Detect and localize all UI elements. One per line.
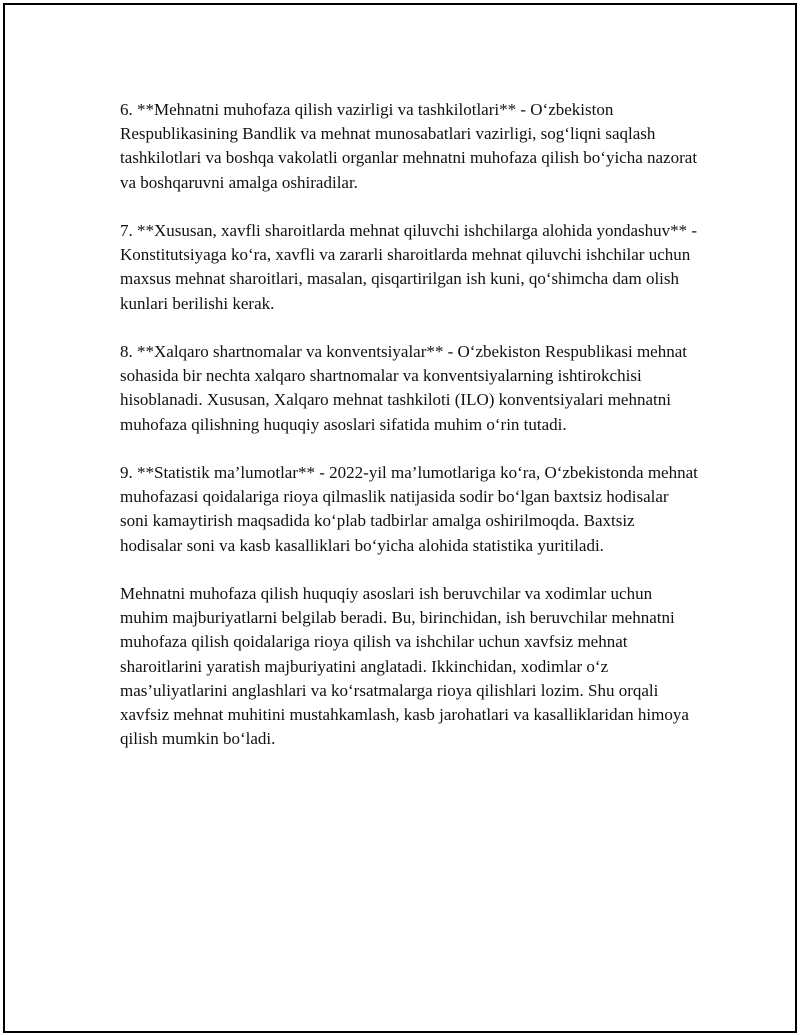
document-page xyxy=(3,3,797,1033)
paragraph-item-8: 8. **Xalqaro shartnomalar va konventsiyalar** - O‘zbekiston Respublikasi mehnat sohasida bir nechta xalqaro shartnomalar va konventsiyalarning ishtirokchisi hisoblanadi. Xususan, Xalqaro mehnat tashkiloti (ILO) konventsiyalari mehnatni muhofaza qilishning huquqiy asoslari sifatida muhim o‘rin tutadi. xyxy=(120,342,687,434)
paragraph-item-9: 9. **Statistik ma’lumotlar** - 2022-yil ma’lumotlariga ko‘ra, O‘zbekistonda mehnat muhofazasi qoidalariga rioya qilmaslik natijasida sodir bo‘lgan baxtsiz hodisalar soni kamaytirish maqsadida ko‘plab tadbirlar amalga oshirilmoqda. Baxtsiz hodisalar soni va kasb kasalliklari bo‘yicha alohida statistika yuritiladi. xyxy=(120,463,698,555)
paragraph-item-7: 7. **Xususan, xavfli sharoitlarda mehnat qiluvchi ishchilarga alohida yondashuv** - Konstitutsiyaga ko‘ra, xavfli va zararli sharoitlarda mehnat qiluvchi ishchilar uchun maxsus mehnat sharoitlari, masalan, qisqartirilgan ish kuni, qo‘shimcha dam olish kunlari berilishi kerak. xyxy=(120,221,698,313)
paragraph-item-6: 6. **Mehnatni muhofaza qilish vazirligi va tashkilotlari** - O‘zbekiston Respublikasining Bandlik va mehnat munosabatlari vazirligi, sog‘liqni saqlash tashkilotlari va boshqa vakolatli organlar mehnatni muhofaza qilish bo‘yicha nazorat va boshqaruvni amalga oshiradilar. xyxy=(120,100,698,192)
document-body xyxy=(120,98,700,776)
paragraph-conclusion: Mehnatni muhofaza qilish huquqiy asoslari ish beruvchilar va xodimlar uchun muhim majburiyatlarni belgilab beradi. Bu, birinchidan, ish beruvchilar mehnatni muhofaza qilish qoidalariga rioya qilish va ishchilar uchun xavfsiz mehnat sharoitlarini yaratish majburiyatini anglatadi. Ikkinchidan, xodimlar o‘z mas’uliyatlarini anglashlari va ko‘rsatmalarga rioya qilishlari lozim. Shu orqali xavfsiz mehnat muhitini mustahkamlash, kasb jarohatlari va kasalliklaridan himoya qilish mumkin bo‘ladi. xyxy=(120,584,689,749)
